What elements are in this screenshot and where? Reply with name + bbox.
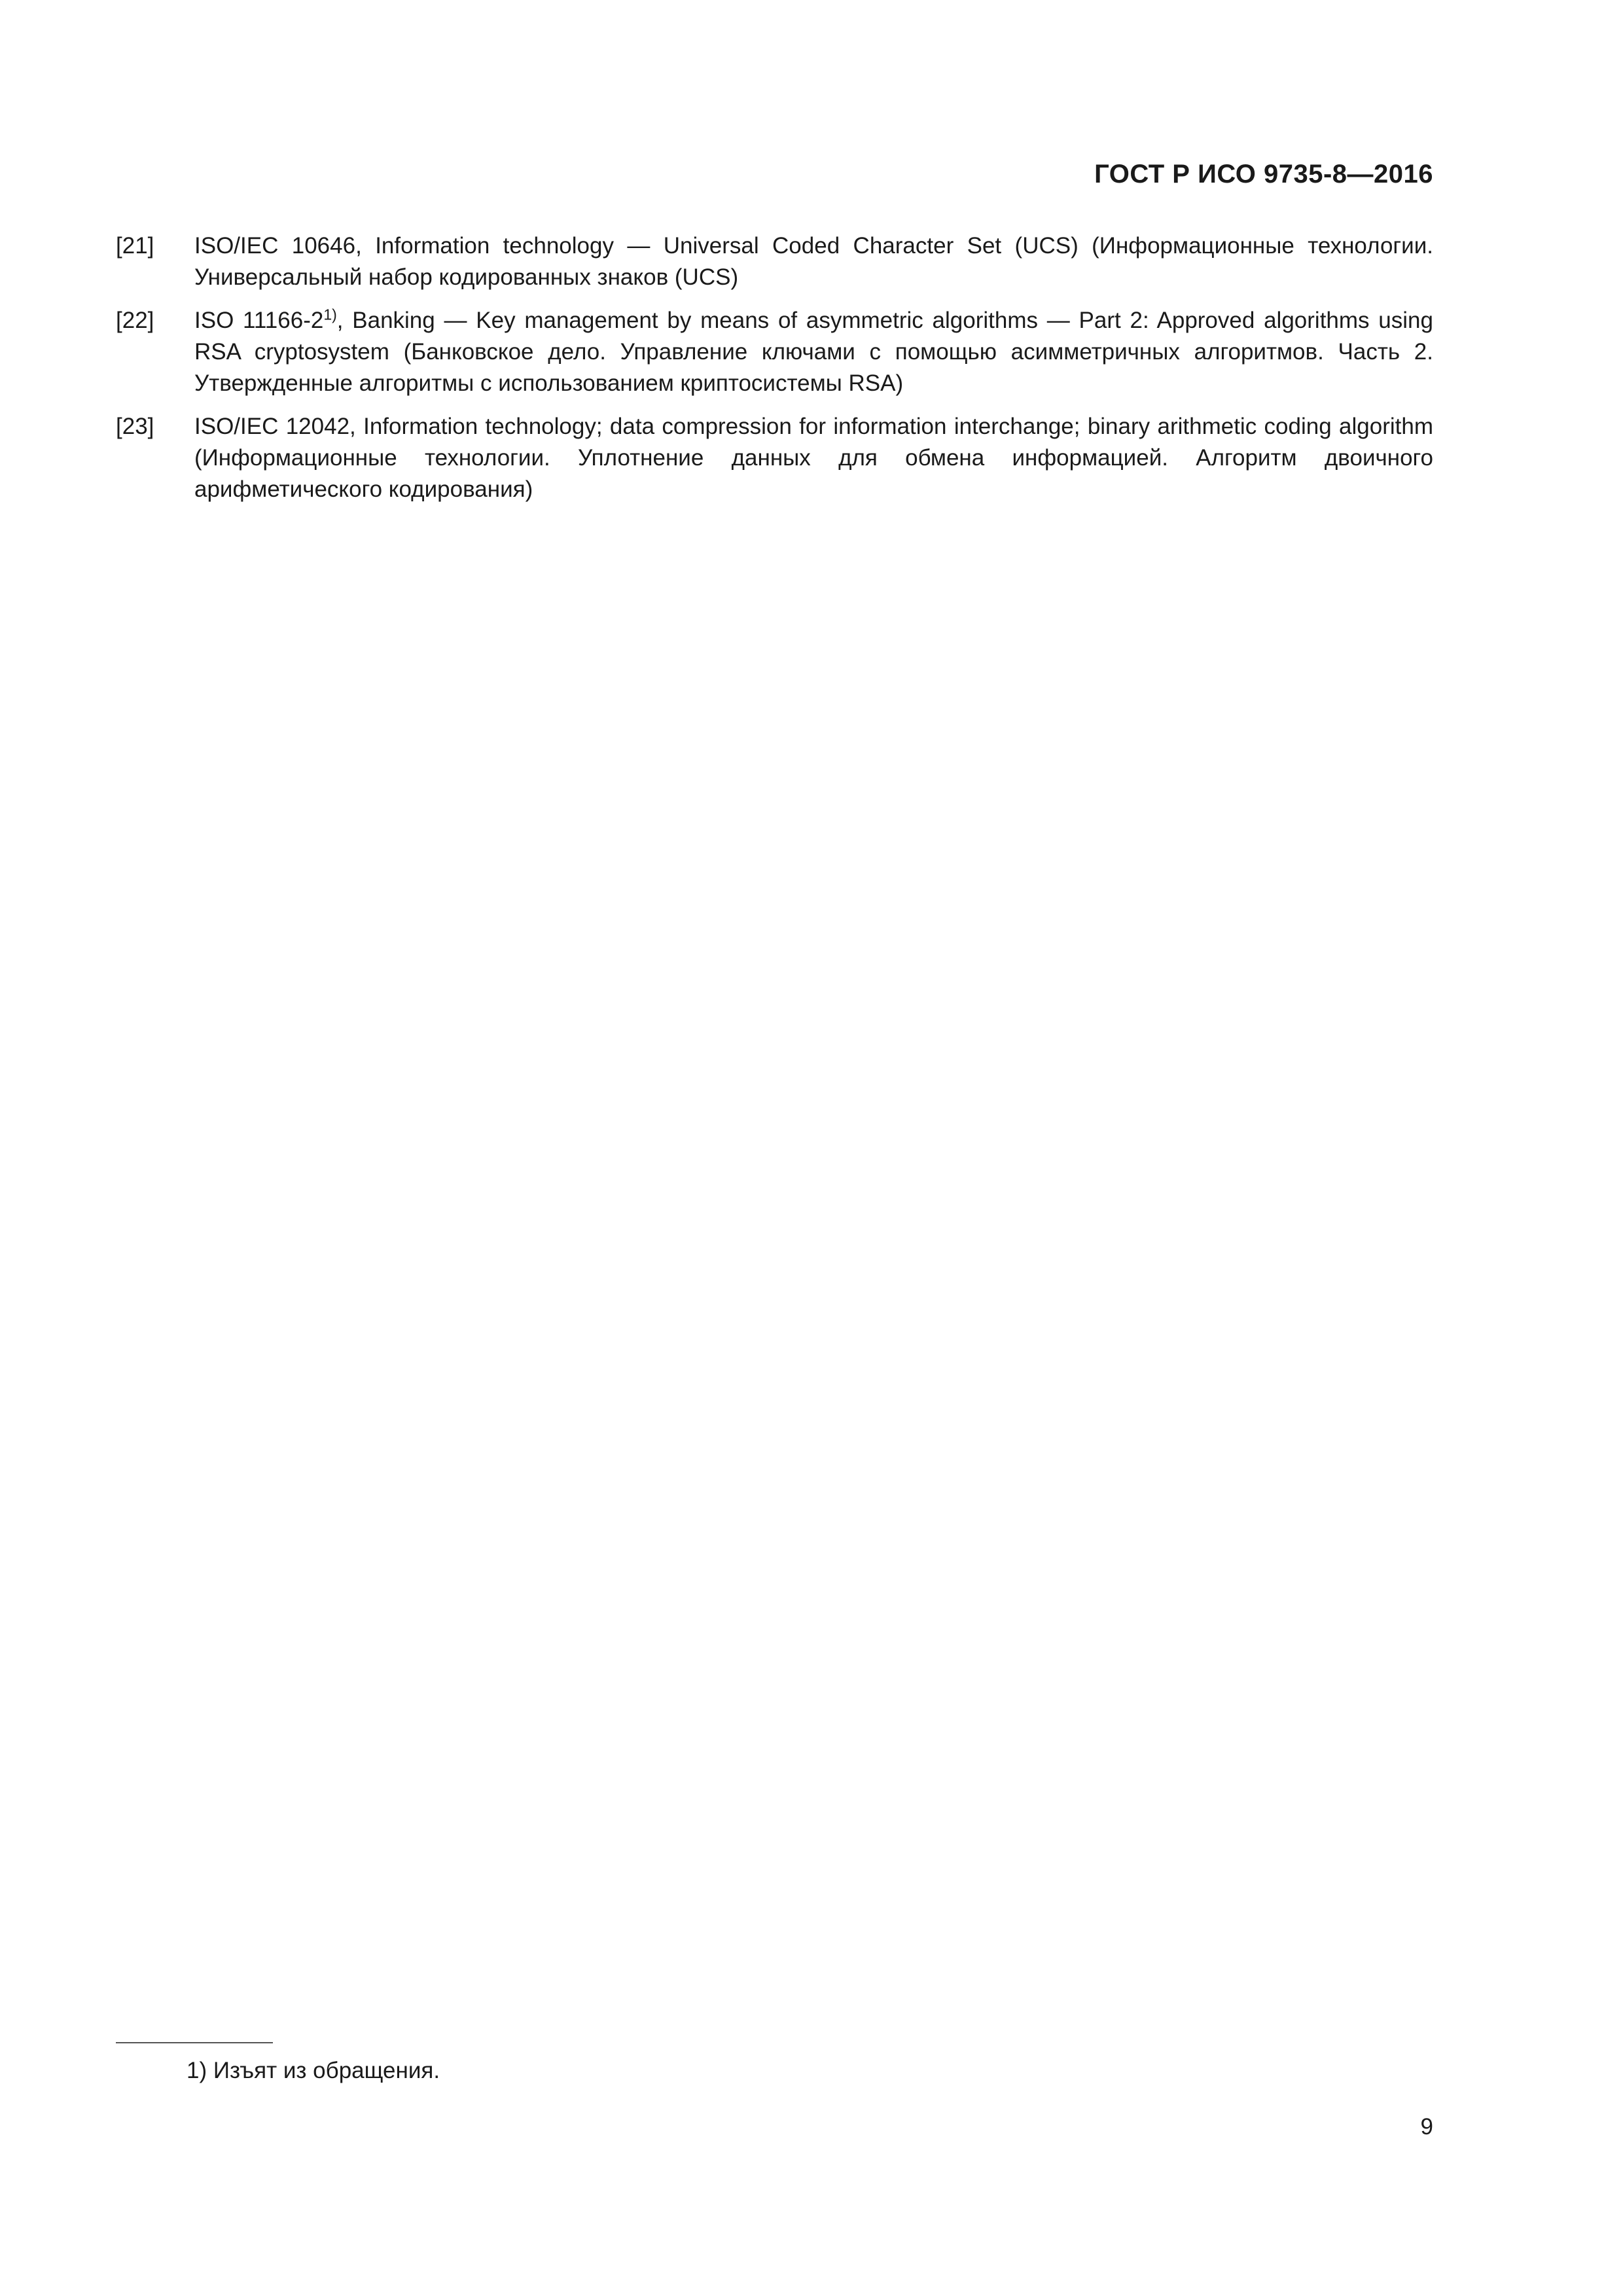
bibliography-entry xyxy=(116,230,1433,293)
reference-text xyxy=(194,305,1433,399)
bibliography-list xyxy=(116,230,1433,517)
footnote-marker[interactable]: 1) xyxy=(323,306,337,323)
document-designation: ГОСТ Р ИСО 9735-8—2016 xyxy=(1094,160,1433,188)
page-number: 9 xyxy=(1420,2114,1433,2140)
footnote-text: 1) Изъят из обращения. xyxy=(187,2058,440,2083)
reference-text-rest: , Banking — Key management by means of asymmetric algorithms — Part 2: Approved algorithms using RSA cryptosystem (Банковское дело. Управление ключами с помощью асимметричных алгоритмов. Часть 2. Утвержденные алгоритмы с использованием криптосистемы RSA) xyxy=(194,308,1433,396)
reference-text-start: ISO 11166-2 xyxy=(194,308,324,333)
reference-number: [22] xyxy=(116,308,154,333)
bibliography-entry xyxy=(116,411,1433,505)
footnote-divider xyxy=(116,2042,273,2043)
reference-number: [23] xyxy=(116,414,154,439)
reference-text: ISO/IEC 10646, Information technology — Universal Coded Character Set (UCS) (Информационные технологии. Универсальный набор кодированных знаков (UCS) xyxy=(194,233,1433,290)
reference-number: [21] xyxy=(116,233,154,259)
reference-text: ISO/IEC 12042, Information technology; data compression for information interchange; binary arithmetic coding algorithm (Информационные технологии. Уплотнение данных для обмена информацией. Алгоритм двоичного арифметического кодирования) xyxy=(194,414,1433,502)
bibliography-entry xyxy=(116,305,1433,399)
